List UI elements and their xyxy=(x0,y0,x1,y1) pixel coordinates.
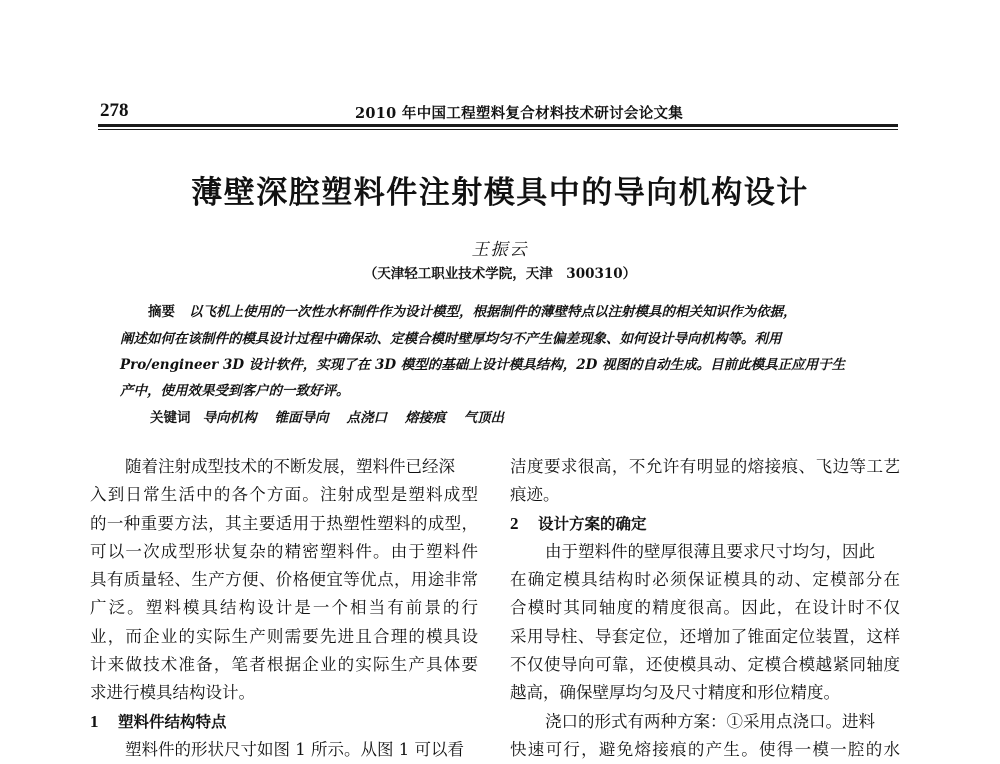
keywords-line xyxy=(150,412,522,426)
body-line: 入到日常生活中的各个方面。注射成型是塑料成型 xyxy=(90,485,478,505)
section-title: 塑料件结构特点 xyxy=(118,712,227,731)
body-line: 洁度要求很高，不允许有明显的熔接痕、飞边等工艺 xyxy=(510,457,900,476)
body-line: 合模时其同轴度的精度很高。因此，在设计时不仅 xyxy=(510,598,900,618)
header-rule-thick xyxy=(98,124,898,127)
section-1-heading xyxy=(90,708,478,736)
body-line: 浇口的形式有两种方案：①采用点浇口。进料 xyxy=(545,711,875,731)
left-column xyxy=(90,453,478,764)
section-number: 2 xyxy=(510,513,519,533)
body-line: 不仅使导向可靠，还使模具动、定模合模越紧同轴度 xyxy=(510,655,900,675)
abstract-line-1 xyxy=(148,306,797,320)
keyword: 气顶出 xyxy=(463,410,504,426)
body-line: 在确定模具结构时必须保证模具的动、定模部分在 xyxy=(510,570,900,590)
body-line: 塑料件的形状尺寸如图 1 所示。从图 1 可以看 xyxy=(125,739,464,759)
body-line: 随着注射成型技术的不断发展，塑料件已经深 xyxy=(125,457,455,476)
author-affiliation: （天津轻工职业技术学院，天津 300310） xyxy=(363,266,637,282)
keyword: 锥面导向 xyxy=(274,410,329,426)
section-number: 1 xyxy=(90,711,99,731)
keyword: 导向机构 xyxy=(202,410,257,426)
body-line: 业，而企业的实际生产则需要先进且合理的模具设 xyxy=(90,626,478,646)
body-line: 求进行模具结构设计。 xyxy=(90,683,255,703)
section-title: 设计方案的确定 xyxy=(538,514,647,533)
abstract-label: 摘要 xyxy=(148,304,175,320)
body-line: 计来做技术准备，笔者根据企业的实际生产具体要 xyxy=(90,655,478,675)
header-rule-thin xyxy=(98,129,898,130)
body-line: 采用导柱、导套定位，还增加了锥面定位装置，这样 xyxy=(510,626,900,646)
section-2-heading xyxy=(510,510,900,538)
body-line: 具有质量轻、生产方便、价格便宜等优点，用途非常 xyxy=(90,570,478,590)
body-line: 由于塑料件的壁厚很薄且要求尺寸均匀，因此 xyxy=(545,541,875,561)
body-line: 痕迹。 xyxy=(510,485,560,505)
body-line: 的一种重要方法，其主要适用于热塑性塑料的成型， xyxy=(90,513,478,533)
abstract-line-4: 产中，使用效果受到客户的一致好评。 xyxy=(120,383,350,399)
keyword: 点浇口 xyxy=(346,410,387,426)
abstract-line-3: Pro/engineer 3D 设计软件，实现了在 3D 模型的基础上设计模具结构，2D 视图的自动生成。目前此模具正应用于生 xyxy=(120,357,846,373)
article-title: 薄壁深腔塑料件注射模具中的导向机构设计 xyxy=(191,175,809,211)
page-number: 278 xyxy=(100,100,129,121)
right-column xyxy=(510,453,900,764)
abstract-line-2: 阐述如何在该制件的模具设计过程中确保动、定模合模时壁厚均匀不产生偏差现象、如何设计导向机构等。利用 xyxy=(120,331,782,347)
body-line: 越高，确保壁厚均匀及尺寸精度和形位精度。 xyxy=(510,683,840,703)
keyword: 熔接痕 xyxy=(405,410,446,426)
author-name: 王振云 xyxy=(471,240,529,260)
body-line: 快速可行，避免熔接痕的产生。使得一模一腔的水 xyxy=(510,739,900,759)
body-line: 广泛。塑料模具结构设计是一个相当有前景的行 xyxy=(90,598,478,618)
running-title: 2010 年中国工程塑料复合材料技术研讨会论文集 xyxy=(355,105,684,122)
body-line: 可以一次成型形状复杂的精密塑料件。由于塑料件 xyxy=(90,541,478,561)
abstract-text-1: 以飞机上使用的一次性水杯制件作为设计模型，根据制件的薄壁特点以注射模具的相关知识作为依据， xyxy=(189,304,797,320)
keywords-label: 关键词 xyxy=(150,410,191,426)
